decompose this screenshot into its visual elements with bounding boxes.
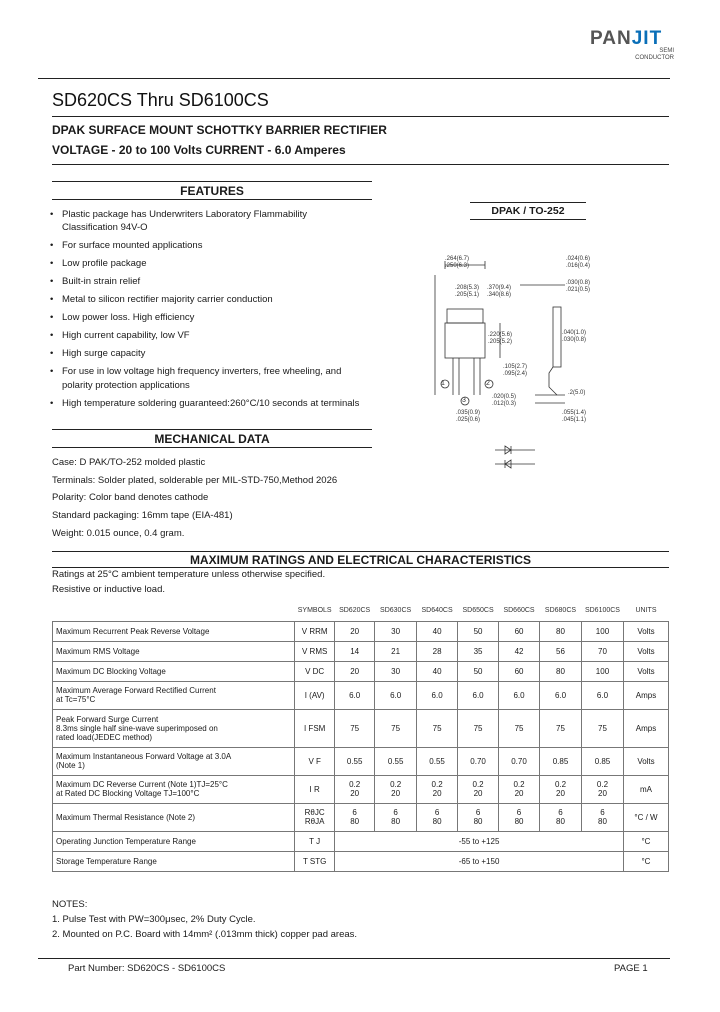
- symbol-cell: I (AV): [295, 681, 335, 709]
- value-cell: 0.2 20: [581, 775, 623, 803]
- feature-item: polarity protection applications: [62, 380, 190, 391]
- table-row: [53, 709, 669, 747]
- features-heading: FEATURES: [180, 184, 244, 198]
- table-row: [53, 621, 669, 641]
- unit-cell: °C: [623, 831, 668, 851]
- dimension-label: .045(1.1): [562, 417, 587, 423]
- value-cell: 56: [540, 641, 582, 661]
- unit-cell: Volts: [623, 641, 668, 661]
- package-label: DPAK / TO-252: [491, 205, 565, 217]
- dimension-label: .035(0.9): [456, 410, 481, 416]
- unit-cell: °C / W: [623, 803, 668, 831]
- table-row: [53, 803, 669, 831]
- parameter-cell: Storage Temperature Range: [53, 851, 295, 871]
- table-row: [53, 851, 669, 871]
- column-header: UNITS: [623, 601, 668, 621]
- value-cell: 14: [335, 641, 375, 661]
- table-header-row: [53, 601, 669, 621]
- value-cell: 75: [540, 709, 582, 747]
- parameter-cell: Maximum RMS Voltage: [53, 641, 295, 661]
- value-cell: 6 80: [417, 803, 458, 831]
- title-rule: [52, 116, 669, 117]
- ratings-note: Ratings at 25°C ambient temperature unless otherwise specified.: [52, 569, 326, 580]
- dimension-label: .020(0.5): [492, 394, 517, 400]
- dimension-label: .205(5.2): [488, 339, 513, 345]
- ratings-table: [52, 601, 669, 872]
- table-row: [53, 747, 669, 775]
- feature-item: • For surface mounted applications: [50, 240, 203, 251]
- feature-item: • Built-in strain relief: [50, 276, 141, 287]
- table-row: [53, 641, 669, 661]
- symbol-cell: V DC: [295, 661, 335, 681]
- ratings-rule-bottom: [52, 567, 669, 568]
- ratings-rule-top: [52, 551, 669, 552]
- value-cell: 50: [458, 661, 499, 681]
- value-cell: 0.55: [375, 747, 417, 775]
- page-title: SD620CS Thru SD6100CS: [52, 90, 269, 110]
- value-cell: 0.55: [417, 747, 458, 775]
- value-cell: 75: [417, 709, 458, 747]
- value-cell: 60: [499, 661, 540, 681]
- value-cell: 20: [335, 621, 375, 641]
- ratings-note: Resistive or inductive load.: [52, 584, 165, 595]
- feature-item: • Low profile package: [50, 258, 147, 269]
- table-row: [53, 831, 669, 851]
- table-row: [53, 681, 669, 709]
- value-cell: 28: [417, 641, 458, 661]
- mechanical-item: Case: D PAK/TO-252 molded plastic: [52, 457, 206, 468]
- feature-item: Classification 94V-O: [62, 222, 148, 233]
- subtitle-ratings: VOLTAGE - 20 to 100 Volts CURRENT - 6.0 Amperes: [52, 143, 346, 157]
- unit-cell: Amps: [623, 709, 668, 747]
- dimension-label: .030(0.8): [566, 280, 591, 286]
- unit-cell: °C: [623, 851, 668, 871]
- value-cell: 40: [417, 621, 458, 641]
- dimension-label: .220(5.6): [488, 332, 513, 338]
- symbol-cell: T STG: [295, 851, 335, 871]
- dimension-label: .021(0.5): [566, 287, 591, 293]
- parameter-cell: Operating Junction Temperature Range: [53, 831, 295, 851]
- value-cell: 100: [581, 661, 623, 681]
- dimension-label: .208(5.3): [455, 285, 480, 291]
- mechanical-heading: MECHANICAL DATA: [154, 432, 270, 446]
- value-cell: 0.2 20: [540, 775, 582, 803]
- mechanical-rule-bottom: [52, 447, 372, 448]
- dimension-label: .250(6.3): [445, 263, 470, 269]
- footer-rule: [38, 958, 670, 959]
- value-cell: 40: [417, 661, 458, 681]
- mechanical-item: Polarity: Color band denotes cathode: [52, 492, 209, 503]
- unit-cell: Amps: [623, 681, 668, 709]
- value-cell: 6 80: [458, 803, 499, 831]
- column-header: SD650CS: [458, 601, 499, 621]
- dimension-label: .340(8.6): [487, 292, 512, 298]
- value-cell: 75: [581, 709, 623, 747]
- table-row: [53, 775, 669, 803]
- value-cell: 6.0: [581, 681, 623, 709]
- value-cell: 42: [499, 641, 540, 661]
- top-rule: [38, 78, 670, 79]
- value-cell: 0.2 20: [335, 775, 375, 803]
- mechanical-item: Standard packaging: 16mm tape (EIA-481): [52, 510, 233, 521]
- value-cell: 75: [335, 709, 375, 747]
- dimension-label: .105(2.7): [503, 364, 528, 370]
- value-cell: 75: [499, 709, 540, 747]
- mechanical-item: Terminals: Solder plated, solderable per MIL-STD-750,Method 2026: [52, 475, 338, 486]
- value-cell: 6.0: [540, 681, 582, 709]
- column-header: SD680CS: [540, 601, 582, 621]
- dimension-label: .264(6.7): [445, 256, 470, 262]
- footer-page-number: PAGE 1: [614, 963, 648, 974]
- unit-cell: Volts: [623, 747, 668, 775]
- value-cell: 30: [375, 621, 417, 641]
- note-item: 1. Pulse Test with PW=300μsec, 2% Duty Cycle.: [52, 914, 256, 925]
- pin-label: 1: [441, 380, 445, 387]
- column-header: SD630CS: [375, 601, 417, 621]
- feature-item: • High temperature soldering guaranteed:260°C/10 seconds at terminals: [50, 398, 360, 409]
- value-cell: 6.0: [375, 681, 417, 709]
- dimension-label: .025(0.6): [456, 417, 481, 423]
- value-cell: 0.2 20: [375, 775, 417, 803]
- panjit-logo: PANJIT: [590, 28, 663, 49]
- value-cell: 6.0: [458, 681, 499, 709]
- dimension-label: .2(5.0): [568, 390, 586, 396]
- dimension-label: .040(1.0): [562, 330, 587, 336]
- column-header: SD640CS: [417, 601, 458, 621]
- parameter-cell: Peak Forward Surge Current 8.3ms single half sine-wave superimposed on rated load(JEDEC method): [53, 709, 295, 747]
- value-cell: 6 80: [375, 803, 417, 831]
- dimension-label: .205(5.1): [455, 292, 480, 298]
- symbol-cell: I R: [295, 775, 335, 803]
- feature-item: • Low power loss. High efficiency: [50, 312, 195, 323]
- table-row: [53, 661, 669, 681]
- features-rule-top: [52, 181, 372, 182]
- symbol-cell: T J: [295, 831, 335, 851]
- symbol-cell: I FSM: [295, 709, 335, 747]
- ratings-heading: MAXIMUM RATINGS AND ELECTRICAL CHARACTERISTICS: [189, 553, 532, 567]
- dimension-label: .055(1.4): [562, 410, 587, 416]
- value-cell: 6.0: [499, 681, 540, 709]
- value-cell: 0.2 20: [458, 775, 499, 803]
- symbol-cell: V RMS: [295, 641, 335, 661]
- value-cell: -55 to +125: [335, 831, 624, 851]
- dimension-label: .370(9.4): [487, 285, 512, 291]
- value-cell: 50: [458, 621, 499, 641]
- value-cell: 0.70: [458, 747, 499, 775]
- value-cell: 6 80: [499, 803, 540, 831]
- package-rule-bottom: [470, 219, 586, 220]
- feature-item: • High surge capacity: [50, 348, 146, 359]
- value-cell: 80: [540, 661, 582, 681]
- column-header: SYMBOLS: [295, 601, 335, 621]
- symbol-cell: V F: [295, 747, 335, 775]
- value-cell: 0.55: [335, 747, 375, 775]
- subtitle-rule: [52, 164, 669, 165]
- parameter-cell: Maximum DC Reverse Current (Note 1)TJ=25°C at Rated DC Blocking Voltage TJ=100°C: [53, 775, 295, 803]
- parameter-cell: Maximum Average Forward Rectified Current at Tc=75°C: [53, 681, 295, 709]
- mechanical-rule-top: [52, 429, 372, 430]
- value-cell: 75: [375, 709, 417, 747]
- feature-item: • Plastic package has Underwriters Laboratory Flammability: [50, 209, 307, 220]
- feature-item: • For use in low voltage high frequency inverters, free wheeling, and: [50, 366, 342, 377]
- dimension-label: .024(0.6): [566, 256, 591, 262]
- column-header: SD620CS: [335, 601, 375, 621]
- value-cell: 35: [458, 641, 499, 661]
- symbol-cell: V RRM: [295, 621, 335, 641]
- value-cell: 6.0: [417, 681, 458, 709]
- value-cell: 6 80: [335, 803, 375, 831]
- symbol-cell: RθJC RθJA: [295, 803, 335, 831]
- logo-subtitle: SEMI CONDUCTOR: [635, 48, 674, 61]
- value-cell: 80: [540, 621, 582, 641]
- parameter-cell: Maximum Recurrent Peak Reverse Voltage: [53, 621, 295, 641]
- dimension-label: .030(0.8): [562, 337, 587, 343]
- value-cell: 21: [375, 641, 417, 661]
- value-cell: 6.0: [335, 681, 375, 709]
- pin-label: 3: [462, 397, 466, 404]
- dimension-label: .012(0.3): [492, 401, 517, 407]
- unit-cell: Volts: [623, 621, 668, 641]
- unit-cell: mA: [623, 775, 668, 803]
- value-cell: 6 80: [581, 803, 623, 831]
- value-cell: -65 to +150: [335, 851, 624, 871]
- value-cell: 100: [581, 621, 623, 641]
- value-cell: 0.70: [499, 747, 540, 775]
- mechanical-item: Weight: 0.015 ounce, 0.4 gram.: [52, 528, 185, 539]
- parameter-cell: Maximum Thermal Resistance (Note 2): [53, 803, 295, 831]
- unit-cell: Volts: [623, 661, 668, 681]
- pin-label: 2: [486, 380, 490, 387]
- features-rule-bottom: [52, 199, 372, 200]
- value-cell: 70: [581, 641, 623, 661]
- subtitle-product: DPAK SURFACE MOUNT SCHOTTKY BARRIER RECTIFIER: [52, 123, 387, 137]
- note-item: 2. Mounted on P.C. Board with 14mm² (.013mm thick) copper pad areas.: [52, 929, 358, 940]
- value-cell: 20: [335, 661, 375, 681]
- feature-item: • High current capability, low VF: [50, 330, 190, 341]
- column-header: SD660CS: [499, 601, 540, 621]
- notes-heading: NOTES:: [52, 899, 88, 910]
- value-cell: 0.85: [540, 747, 582, 775]
- footer-part-number: Part Number: SD620CS - SD6100CS: [68, 963, 226, 974]
- value-cell: 6 80: [540, 803, 582, 831]
- value-cell: 0.2 20: [499, 775, 540, 803]
- value-cell: 0.2 20: [417, 775, 458, 803]
- dimension-label: .016(0.4): [566, 263, 591, 269]
- parameter-cell: Maximum Instantaneous Forward Voltage at 3.0A (Note 1): [53, 747, 295, 775]
- feature-item: • Metal to silicon rectifier majority carrier conduction: [50, 294, 273, 305]
- value-cell: 30: [375, 661, 417, 681]
- column-header: SD6100CS: [581, 601, 623, 621]
- value-cell: 75: [458, 709, 499, 747]
- value-cell: 0.85: [581, 747, 623, 775]
- value-cell: 60: [499, 621, 540, 641]
- parameter-cell: Maximum DC Blocking Voltage: [53, 661, 295, 681]
- package-rule-top: [470, 202, 586, 203]
- dimension-label: .095(2.4): [503, 371, 528, 377]
